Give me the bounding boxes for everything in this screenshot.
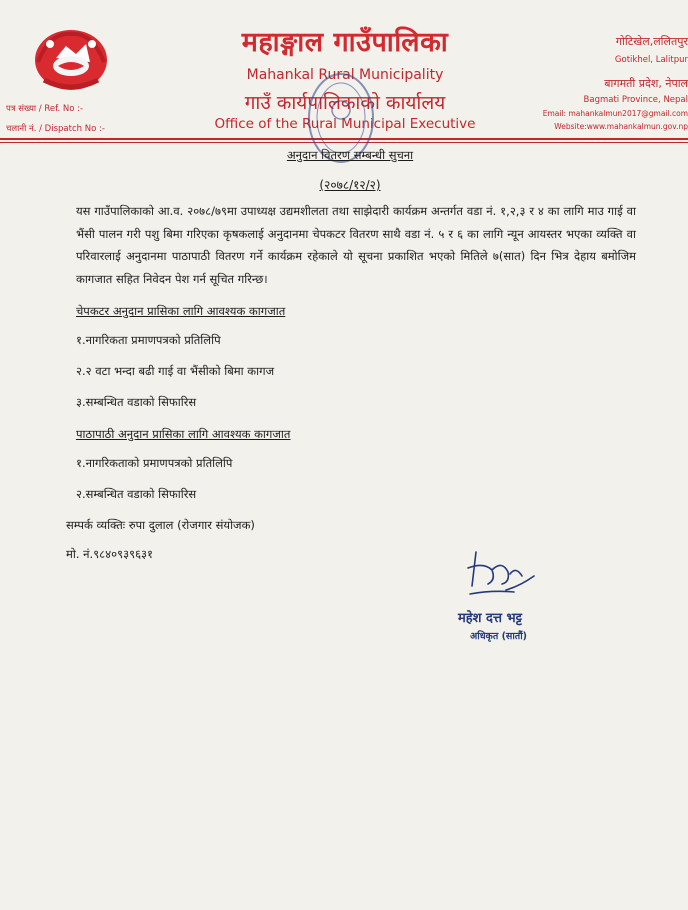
notice-body: यस गाउँपालिकाको आ.व. २०७८/७९मा उपाध्यक्ष उद्यमशीलता तथा साझेदारी कार्यक्रम अन्तर्गत वडा नं. १,२,३ र ४ का लागि माउ गाई वा भैंसी पालन गरी पशु बिमा गरिएका कृषकलाई अनुदानमा चेपकटर वितरण साथै वडा नं. ५ र ६ का लागि न्यून आयस्तर भएका व्यक्ति वा परिवारलाई अनुदानमा पाठापाठी वितरण गर्ने कार्यक्रम रहेकाले यो सूचना प्रकाशित भएको मितिले ७(सात) दिन भित्र देहाय बमोजिम कागजात सहित निवेदन पेश गर्न सूचित गरिन्छ। bbox=[76, 204, 636, 286]
nepal-emblem-icon bbox=[30, 22, 112, 94]
section2-item: १.नागरिकताको प्रमाणपत्रको प्रतिलिपि bbox=[76, 456, 233, 470]
notice-date: (२०७८/१२/२) bbox=[319, 178, 381, 192]
section2-item: २.सम्बन्धित वडाको सिफारिस bbox=[76, 487, 197, 501]
section1-item: २.२ वटा भन्दा बढी गाई वा भैंसीको बिमा कागज bbox=[76, 364, 275, 378]
website-address: Website:www.mahankalmun.gov.np bbox=[554, 122, 688, 131]
section1-item: १.नागरिकता प्रमाणपत्रको प्रतिलिपि bbox=[76, 333, 221, 347]
municipality-title-english: Mahankal Rural Municipality bbox=[246, 67, 444, 83]
province-english: Bagmati Province, Nepal bbox=[583, 95, 688, 105]
section1-item: ३.सम्बन्धित वडाको सिफारिस bbox=[76, 395, 197, 409]
reference-number-label: पत्र संख्या / Ref. No :- bbox=[6, 104, 84, 114]
address-nepali: गोटिखेल,ललितपुर bbox=[615, 35, 688, 48]
email-address: Email: mahankalmun2017@gmail.com bbox=[542, 109, 688, 118]
signatory-name: महेश दत्त भट्ट bbox=[458, 611, 522, 626]
section2-heading: पाठापाठी अनुदान प्रासिका लागि आवश्यक कागजात bbox=[76, 427, 291, 441]
section1-heading: चेपकटर अनुदान प्रासिका लागि आवश्यक कागजात bbox=[76, 304, 286, 318]
municipality-title-nepali: महाङ्गाल गाउँपालिका bbox=[241, 27, 449, 58]
office-title-english: Office of the Rural Municipal Executive bbox=[214, 116, 476, 132]
signatory-designation: अधिकृत (सातौं) bbox=[470, 631, 528, 642]
contact-phone: मो. नं.९८४०९३९६३१ bbox=[66, 547, 154, 561]
address-english: Gotikhel, Lalitpur bbox=[614, 55, 688, 65]
office-title-nepali: गाउँ कार्यपालिकाको कार्यालय bbox=[244, 92, 446, 114]
contact-person: सम्पर्क व्यक्तिः रुपा दुलाल (रोजगार संयोजक) bbox=[66, 518, 255, 532]
handwritten-signature bbox=[462, 546, 542, 602]
dispatch-number-label: चलानी नं. / Dispatch No :- bbox=[6, 124, 105, 134]
province-nepali: बागमती प्रदेश, नेपाल bbox=[604, 77, 688, 90]
notice-subject: अनुदान वितरण सम्बन्धी सुचना bbox=[286, 148, 414, 162]
